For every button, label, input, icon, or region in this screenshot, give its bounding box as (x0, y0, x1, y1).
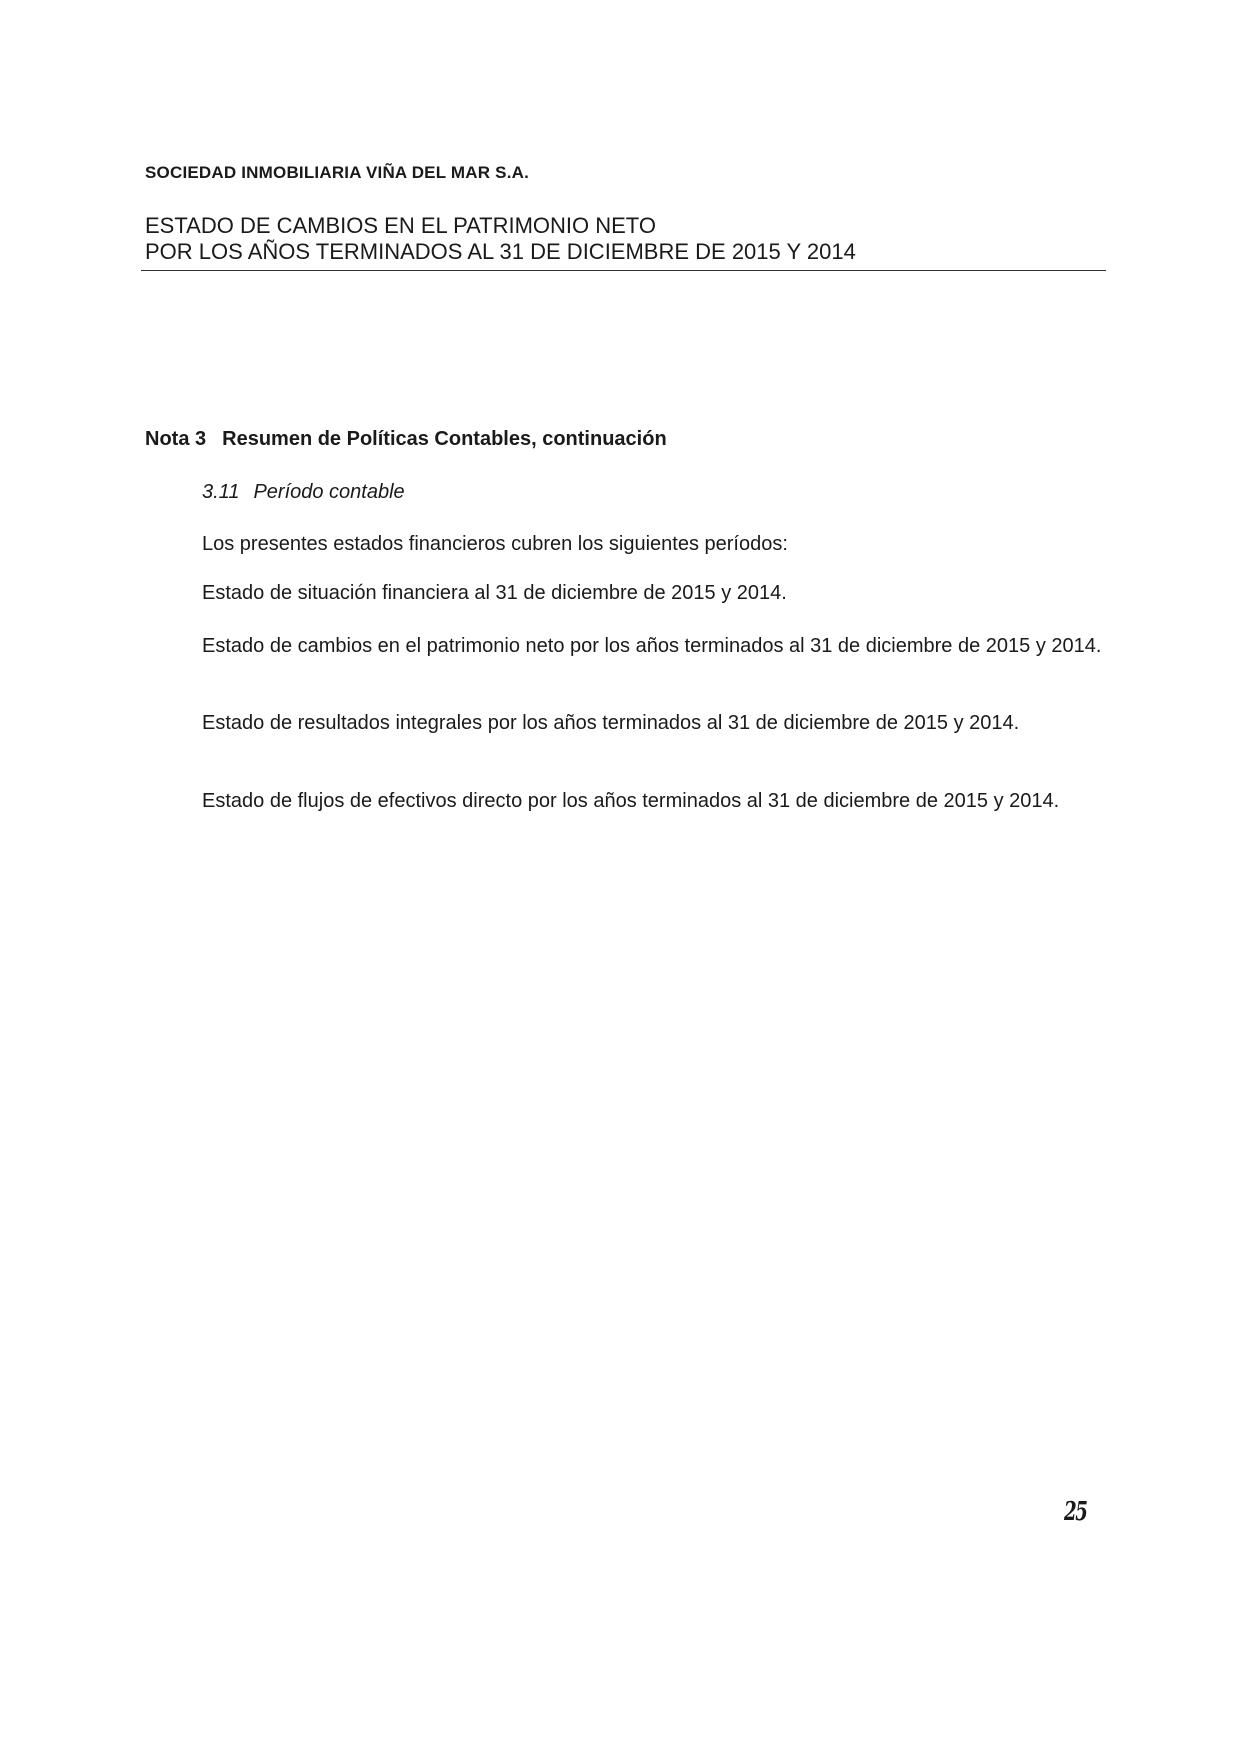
paragraph-cash-flows: Estado de flujos de efectivos directo por los años terminados al 31 de diciembre de 2015 y 2014. (202, 790, 1060, 812)
paragraph-intro: Los presentes estados financieros cubren los siguientes períodos: (202, 533, 788, 555)
section-heading (202, 481, 405, 504)
note-number: Nota 3 (145, 428, 207, 450)
header-divider (141, 270, 1106, 271)
statement-title-line-1: ESTADO DE CAMBIOS EN EL PATRIMONIO NETO (145, 213, 656, 238)
statement-title-line-2: POR LOS AÑOS TERMINADOS AL 31 DE DICIEMBRE DE 2015 Y 2014 (145, 239, 856, 264)
paragraph-equity-changes: Estado de cambios en el patrimonio neto por los años terminados al 31 de diciembre de 2015 y 2014. (202, 635, 1102, 657)
section-number: 3.11 (202, 481, 240, 503)
note-heading (145, 428, 667, 451)
statement-title (145, 213, 856, 265)
section-title: Período contable (253, 481, 405, 503)
paragraph-comprehensive-income: Estado de resultados integrales por los años terminados al 31 de diciembre de 2015 y 2014. (202, 712, 1020, 734)
company-name: SOCIEDAD INMOBILIARIA VIÑA DEL MAR S.A. (145, 163, 530, 182)
page-number: 25 (1064, 1497, 1087, 1527)
note-title: Resumen de Políticas Contables, continuación (222, 428, 667, 450)
paragraph-financial-position: Estado de situación financiera al 31 de diciembre de 2015 y 2014. (202, 582, 787, 604)
